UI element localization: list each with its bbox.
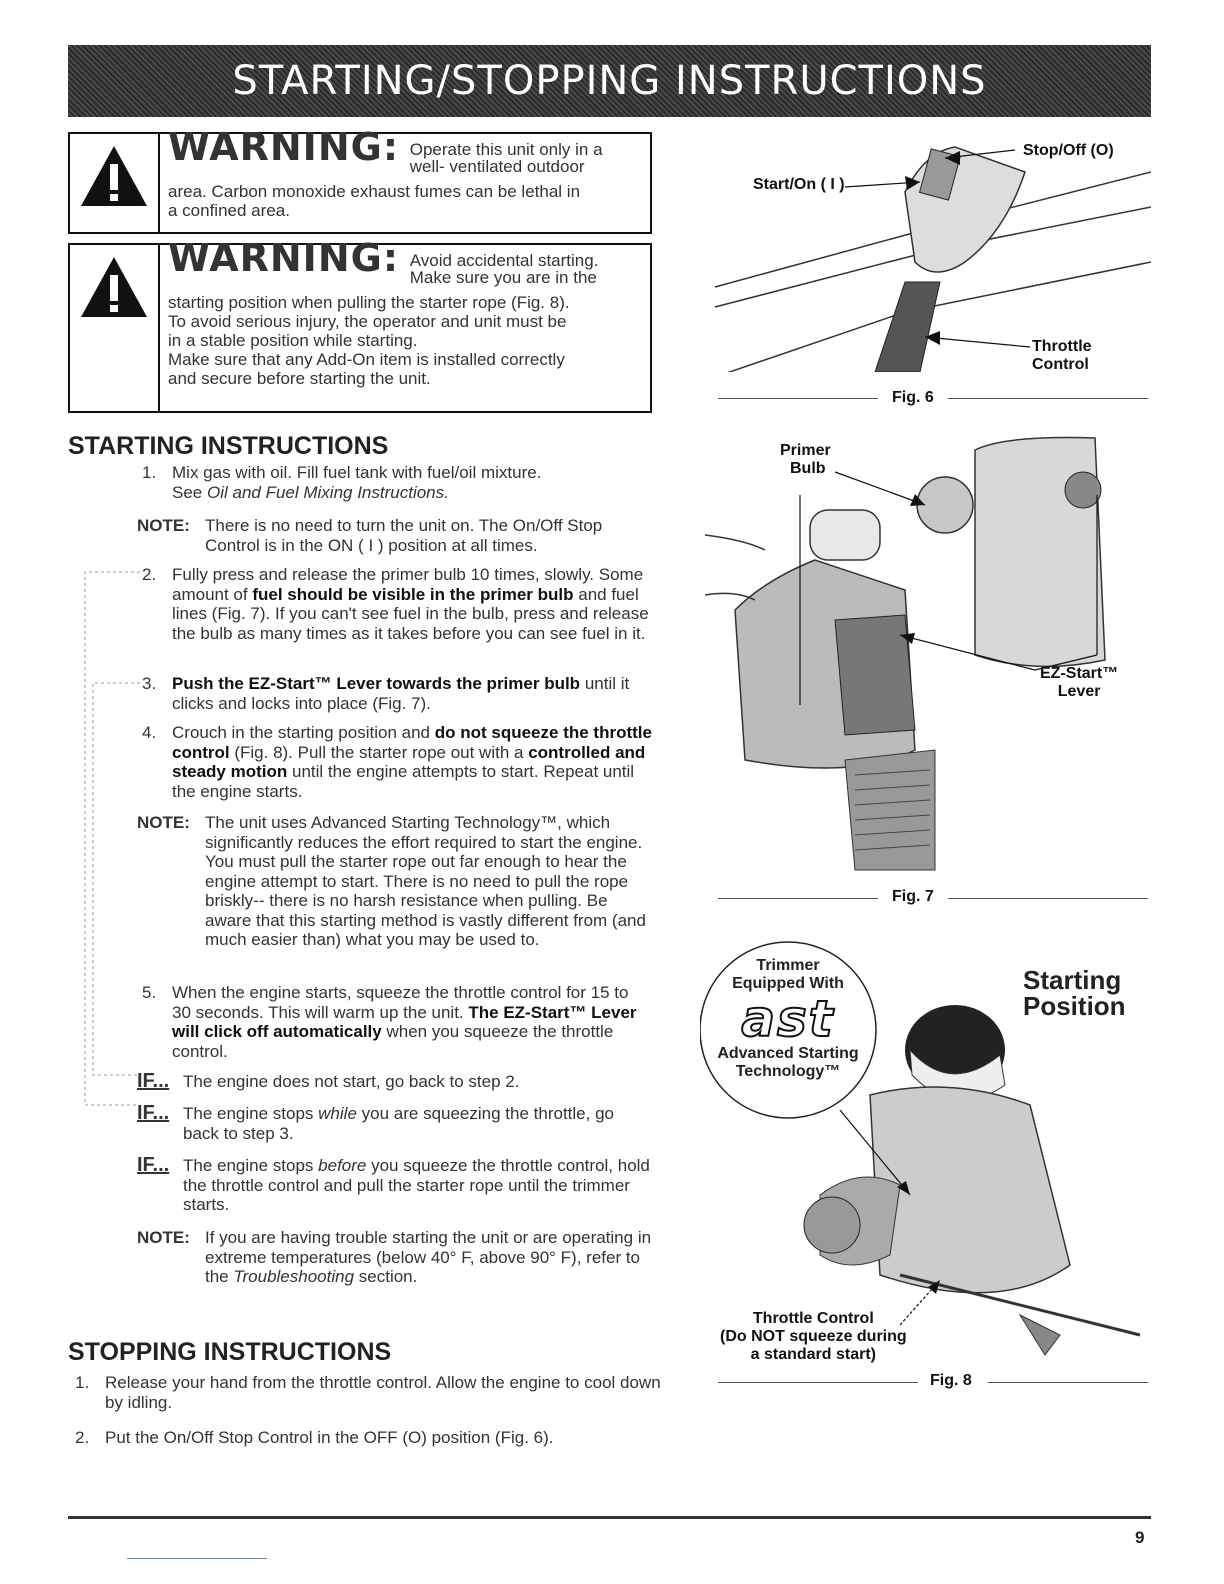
starting-heading: STARTING INSTRUCTIONS [68, 432, 389, 460]
warning-text-1: area. Carbon monoxide exhaust fumes can be lethal in [168, 182, 581, 201]
warning-text-2: To avoid serious injury, the operator and unit must be [168, 312, 567, 331]
label-throttle-warning: Throttle Control (Do NOT squeeze during a standard start) [720, 1310, 907, 1363]
label-stop-off: Stop/Off (O) [1023, 142, 1114, 159]
step-connector-lines [55, 560, 145, 1120]
warning-text-3: in a stable position while starting. [168, 331, 418, 350]
warning-box-accidental-start [68, 236, 652, 413]
ast-badge: Trimmer Equipped With ast Advanced Starting Technology™ [700, 935, 876, 1125]
fig8-rule-left [718, 1382, 918, 1383]
warning-heading: WARNING: [168, 236, 400, 280]
starting-position-title: Starting Position [1023, 965, 1126, 1021]
warning-lead-2: Make sure you are in the [409, 268, 597, 287]
bottom-link-line [127, 1558, 267, 1559]
warning-lead-2: well- ventilated outdoor [409, 157, 585, 176]
fig6-rule-right [948, 398, 1148, 399]
figure-7 [705, 430, 1151, 880]
warning-text-2: a confined area. [168, 201, 290, 220]
label-start-on: Start/On ( I ) [753, 176, 845, 193]
page-number: 9 [1135, 1528, 1145, 1547]
label-ez-start-lever: EZ-Start™ Lever [1040, 665, 1119, 700]
warning-text-1: starting position when pulling the starter rope (Fig. 8). [168, 293, 570, 312]
stopping-heading: STOPPING INSTRUCTIONS [68, 1338, 392, 1366]
warning-lead-1: Avoid accidental starting. [409, 251, 599, 270]
fig6-rule-left [718, 398, 878, 399]
warning-heading: WARNING: [168, 125, 400, 169]
warning-text-4: Make sure that any Add-On item is installed correctly [168, 350, 565, 369]
fig8-rule-right [988, 1382, 1148, 1383]
warning-triangle-icon [70, 134, 160, 232]
throttle-handle-illustration [705, 132, 1151, 372]
warning-text-5: and secure before starting the unit. [168, 369, 431, 388]
engine-primer-illustration [705, 430, 1151, 880]
footer-rule [68, 1516, 1151, 1519]
warning-triangle-icon [70, 245, 160, 411]
warning-box-ventilation [68, 125, 652, 234]
fig7-caption: Fig. 7 [892, 888, 934, 905]
warning-lead-1: Operate this unit only in a [409, 140, 603, 159]
figure-8 [700, 935, 1151, 1375]
section-banner [68, 45, 1151, 117]
fig6-caption: Fig. 6 [892, 389, 934, 406]
fig8-caption: Fig. 8 [930, 1372, 972, 1389]
fig7-rule-right [948, 898, 1148, 899]
ast-logo-icon: ast [741, 990, 835, 1048]
label-throttle-control: Throttle Control [1032, 338, 1092, 373]
fig7-rule-left [718, 898, 878, 899]
label-primer-bulb: Primer Bulb [780, 442, 831, 477]
page-title: STARTING/STOPPING INSTRUCTIONS [232, 58, 987, 104]
figure-6 [705, 132, 1151, 412]
